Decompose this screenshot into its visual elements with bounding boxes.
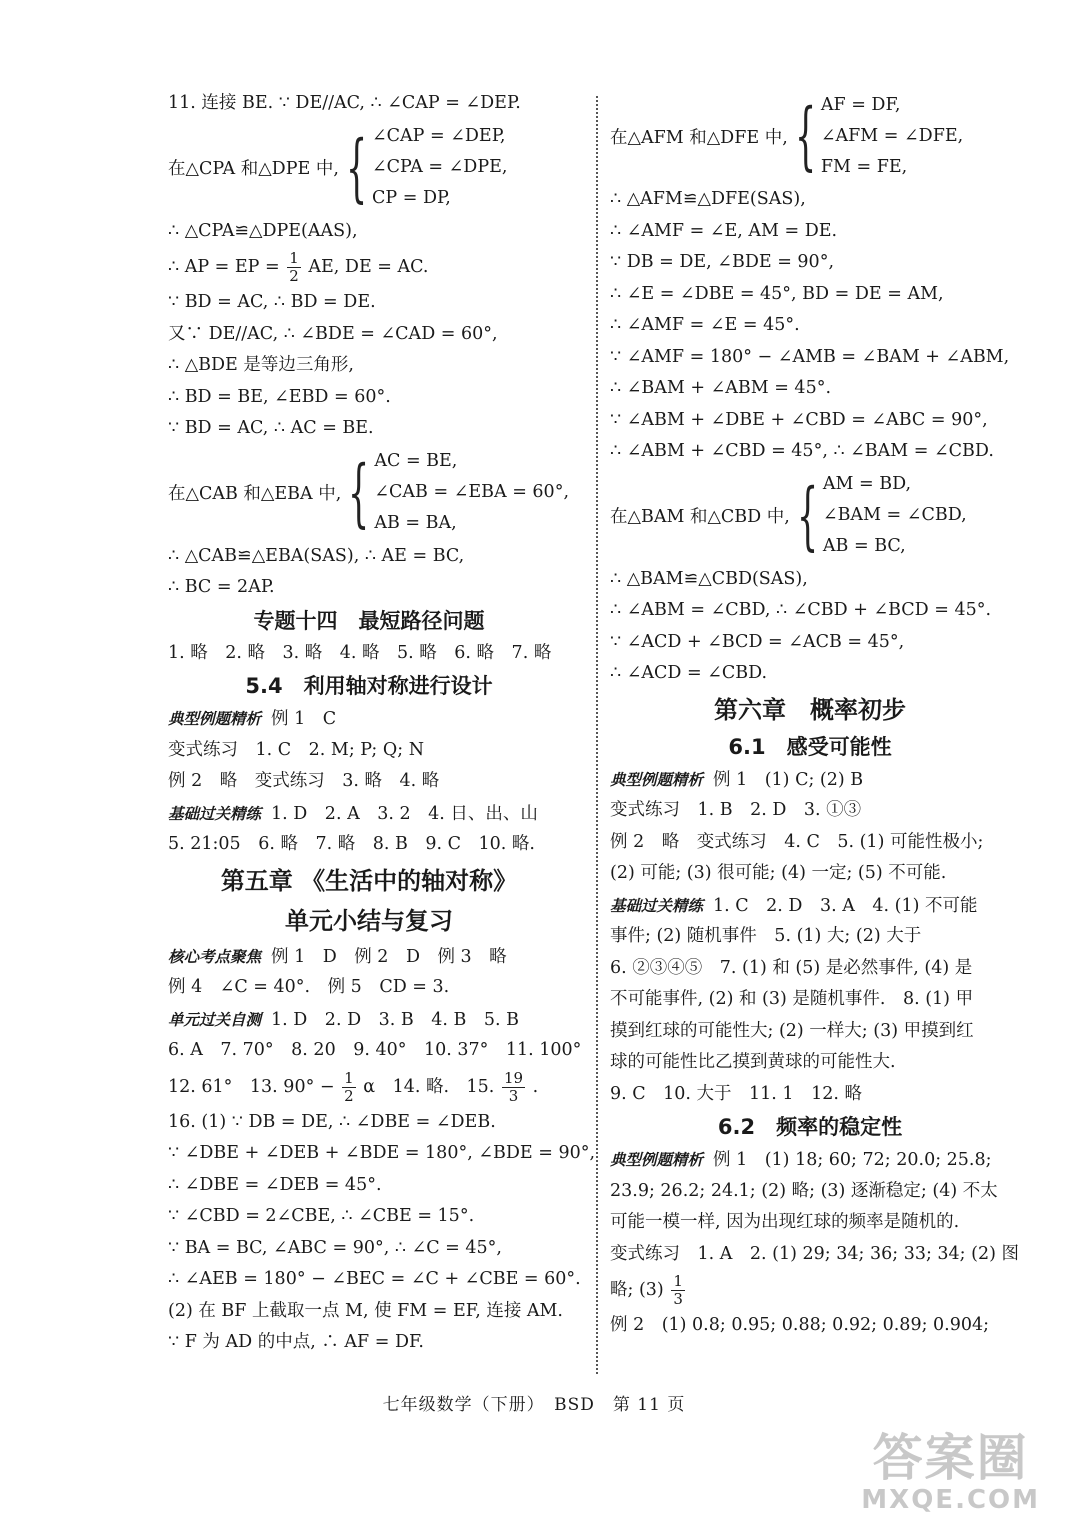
left-brace: {	[348, 449, 370, 536]
label: 核心考点聚焦	[168, 946, 262, 966]
page-footer: 七年级数学（下册） BSD 第 11 页	[382, 1395, 686, 1415]
text-line: 摸到红球的可能性大; (2) 一样大; (3) 甲摸到红	[610, 1020, 974, 1041]
fraction: $\frac{1}{3}$	[673, 1272, 683, 1308]
text-line: ∵ ∠ABM + ∠DBE + ∠CBD = ∠ABC = 90°,	[610, 409, 988, 430]
text-line: 1. 略 2. 略 3. 略 4. 略 5. 略 6. 略 7. 略	[168, 642, 552, 663]
left-brace: {	[794, 93, 816, 179]
text-line: ∵ BA = BC, ∠ABC = 90°, ∴ ∠C = 45°,	[168, 1237, 502, 1258]
fraction: $\frac{1}{2}$	[344, 1068, 354, 1105]
text-line: ∵ BD = AC, ∴ BD = DE.	[168, 292, 376, 312]
text-line: 例 2 (1) 0.8; 0.95; 0.88; 0.92; 0.89; 0.904;	[610, 1315, 990, 1335]
text-line: ∴ BD = BE, ∠EBD = 60°.	[168, 386, 391, 407]
fraction-line: 12. 61° 13. 90° − $\frac{1}{2}$ α 14. 略. 15. $\frac{19}{3}$ .	[168, 1068, 539, 1105]
label: 基础过关精练	[610, 895, 704, 915]
text-line: ∴ ∠AMF = ∠E, AM = DE.	[610, 220, 838, 241]
equation-system: 在△BAM 和△CBD 中, { AM = BD, ∠BAM = ∠CBD, AB = BC,	[610, 472, 967, 559]
left-brace: {	[796, 472, 818, 559]
label: 典型例题精析	[168, 709, 262, 728]
watermark-logo: 答案圈 MXQE.COM	[861, 1429, 1040, 1515]
text-line: ∵ BD = AC, ∴ AC = BE.	[168, 418, 374, 438]
text-line: ∵ ∠DBE + ∠DEB + ∠BDE = 180°, ∠BDE = 90°,	[168, 1143, 596, 1163]
text-line: 23.9; 26.2; 24.1; (2) 略; (3) 逐渐稳定; (4) 不太	[610, 1180, 998, 1201]
section-heading: 6.2 频率的稳定性	[717, 1115, 903, 1139]
text-line: ∴ △CAB≌△EBA(SAS), ∴ AE = BC,	[168, 545, 465, 566]
text-line: ∵ ∠AMF = 180° − ∠AMB = ∠BAM + ∠ABM,	[610, 346, 1010, 367]
text-line: 核心考点聚焦 例 1 D 例 2 D 例 3 略	[168, 946, 507, 967]
text-line: ∵ ∠ACD + ∠BCD = ∠ACB = 45°,	[610, 631, 905, 652]
text-line: 11. 连接 BE. ∵ DE//AC, ∴ ∠CAP = ∠DEP.	[168, 93, 521, 113]
text-line: ∴ ∠BAM + ∠ABM = 45°.	[610, 378, 832, 398]
chapter-heading: 第五章 《生活中的轴对称》	[220, 866, 518, 895]
text-line: 例 4 ∠C = 40°. 例 5 CD = 3.	[168, 977, 450, 997]
text-line: 单元过关自测 1. D 2. D 3. B 4. B 5. B	[168, 1009, 519, 1030]
text-line: ∴ ∠ABM = ∠CBD, ∴ ∠CBD + ∠BCD = 45°.	[610, 600, 992, 620]
text-line: ∴ BC = 2AP.	[168, 577, 275, 597]
text-line: 球的可能性比乙摸到黄球的可能性大.	[610, 1052, 896, 1072]
text-line: 例 2 略 变式练习 4. C 5. (1) 可能性极小;	[610, 831, 984, 852]
chapter-heading: 第六章 概率初步	[714, 695, 906, 724]
text-line: ∴ ∠AEB = 180° − ∠BEC = ∠C + ∠CBE = 60°.	[168, 1269, 581, 1289]
text-line: 不可能事件, (2) 和 (3) 是随机事件. 8. (1) 甲	[610, 989, 974, 1009]
text-line: ∴ ∠E = ∠DBE = 45°, BD = DE = AM,	[610, 283, 944, 304]
text-line: 5. 21:05 6. 略 7. 略 8. B 9. C 10. 略.	[168, 834, 535, 854]
equation-system: 在△AFM 和△DFE 中, { AF = DF, ∠AFM = ∠DFE, FM = FE,	[610, 93, 964, 179]
section-heading: 5.4 利用轴对称进行设计	[245, 674, 493, 698]
text-line: ∵ DB = DE, ∠BDE = 90°,	[610, 252, 835, 272]
left-column	[168, 88, 596, 1359]
text-line: 变式练习 1. A 2. (1) 29; 34; 36; 33; 34; (2) 图	[610, 1243, 1019, 1264]
left-brace: {	[345, 124, 368, 211]
text-line: 可能一模一样, 因为出现红球的频率是随机的.	[610, 1212, 960, 1232]
label: 单元过关自测	[168, 1009, 262, 1029]
text-line: ∴ △AFM≌△DFE(SAS),	[610, 189, 806, 209]
equation-system: 在△CPA 和△DPE 中, { ∠CAP = ∠DEP, ∠CPA = ∠DPE, CP = DP,	[168, 124, 508, 211]
text-line: 典型例题精析 例 1 (1) 18; 60; 72; 20.0; 25.8;	[610, 1150, 992, 1170]
text-line: 16. (1) ∵ DB = DE, ∴ ∠DBE = ∠DEB.	[168, 1111, 496, 1132]
text-line: (2) 可能; (3) 很可能; (4) 一定; (5) 不可能.	[610, 863, 947, 883]
text-line: ∴ △CPA≌△DPE(AAS),	[168, 220, 358, 241]
section-heading: 专题十四 最短路径问题	[253, 608, 485, 633]
column-divider	[596, 96, 598, 1374]
text-line: (2) 在 BF 上截取一点 M, 使 FM = EF, 连接 AM.	[168, 1300, 563, 1321]
fraction: $\frac{1}{2}$	[289, 249, 299, 285]
text-line: ∵ ∠CBD = 2∠CBE, ∴ ∠CBE = 15°.	[168, 1206, 475, 1226]
text-line: ∵ F 为 AD 的中点, ∴ AF = DF.	[168, 1332, 424, 1352]
text-line: ∴ ∠ABM + ∠CBD = 45°, ∴ ∠BAM = ∠CBD.	[610, 441, 994, 461]
equation-system: 在△CAB 和△EBA 中, { AC = BE, ∠CAB = ∠EBA = 60°, AB = BA,	[168, 449, 570, 536]
fraction-line: ∴ AP = EP = $\frac{1}{2}$ AE, DE = AC.	[168, 249, 429, 285]
fraction-line: 略; (3) $\frac{1}{3}$	[610, 1272, 683, 1308]
fraction: $\frac{19}{3}$	[503, 1068, 524, 1105]
text-line: 典型例题精析 例 1 C	[168, 709, 337, 729]
text-line: 事件; (2) 随机事件 5. (1) 大; (2) 大于	[610, 926, 922, 946]
text-line: ∴ ∠AMF = ∠E = 45°.	[610, 315, 800, 335]
chapter-subheading: 单元小结与复习	[285, 906, 453, 935]
text-line: ∴ △BAM≌△CBD(SAS),	[610, 568, 808, 589]
text-line: ∴ △BDE 是等边三角形,	[168, 355, 354, 375]
text-line: 典型例题精析 例 1 (1) C; (2) B	[610, 769, 864, 790]
text-line: 又∵ DE//AC, ∴ ∠BDE = ∠CAD = 60°,	[168, 323, 498, 344]
section-heading: 6.1 感受可能性	[728, 734, 892, 759]
right-column	[610, 88, 1019, 1342]
text-line: ∴ ∠DBE = ∠DEB = 45°.	[168, 1174, 382, 1195]
text-line: 变式练习 1. C 2. M; P; Q; N	[168, 739, 425, 760]
text-line: 基础过关精练 1. C 2. D 3. A 4. (1) 不可能	[610, 895, 978, 916]
label: 典型例题精析	[610, 1150, 704, 1169]
text-line: 6. ②③④⑤ 7. (1) 和 (5) 是必然事件, (4) 是	[610, 957, 973, 978]
text-line: 变式练习 1. B 2. D 3. ①③	[610, 800, 862, 820]
label: 基础过关精练	[168, 803, 262, 823]
text-line: 6. A 7. 70° 8. 20 9. 40° 10. 37° 11. 100°	[168, 1040, 582, 1060]
text-line: ∴ ∠ACD = ∠CBD.	[610, 663, 768, 683]
text-line: 例 2 略 变式练习 3. 略 4. 略	[168, 771, 440, 791]
label: 典型例题精析	[610, 769, 704, 789]
text-line: 基础过关精练 1. D 2. A 3. 2 4. 日、出、山	[168, 803, 538, 824]
text-line: 9. C 10. 大于 11. 1 12. 略	[610, 1083, 862, 1104]
